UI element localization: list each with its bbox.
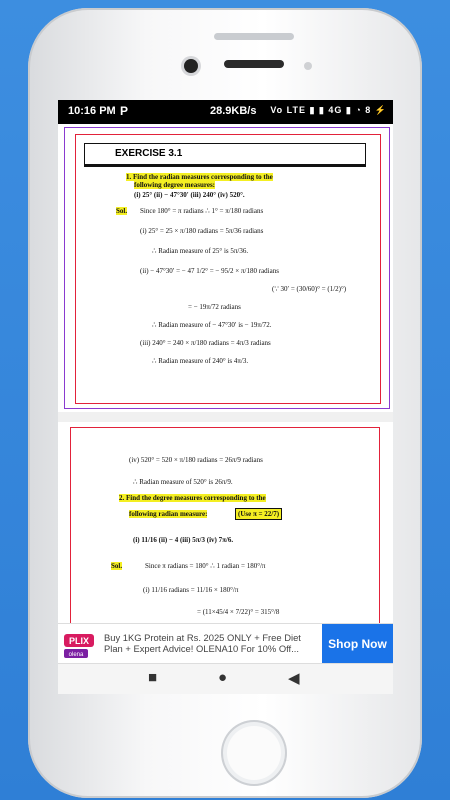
proximity-sensor [304, 62, 312, 70]
q1-iii-result: ∴ Radian measure of 240° is 4π/3. [152, 357, 249, 365]
earpiece [224, 60, 284, 68]
q1-options: (i) 25° (ii) − 47°30′ (iii) 240° (iv) 520°. [134, 191, 245, 199]
q2-hint: (Use π = 22/7) [235, 508, 282, 520]
ad-text[interactable]: Buy 1KG Protein at Rs. 2025 ONLY + Free Diet Plan + Expert Advice! OLENA10 For 10% Off... [104, 632, 301, 654]
q2-options: (i) 11/16 (ii) − 4 (iii) 5π/3 (iv) 7π/6. [133, 536, 234, 544]
q2-title-line2: following radian measure: [129, 510, 208, 518]
q1-iv-result: ∴ Radian measure of 520° is 26π/9. [133, 478, 233, 486]
app-notification-icon: P [120, 104, 129, 118]
q1-ii-line: (ii) − 47°30′ = − 47 1/2° = − 95/2 × π/180 radians [140, 267, 279, 275]
phone-screen [58, 100, 393, 694]
ad-banner[interactable] [58, 623, 393, 664]
status-time: 10:16 PM [68, 105, 116, 117]
status-icons: Vo LTE ▮ ▮ 4G ▮ ◔ 8 ⚡ [270, 105, 387, 115]
page-separator [58, 412, 393, 422]
q1-ii-result: ∴ Radian measure of − 47°30′ is − 19π/72. [152, 321, 272, 329]
q1-title-line1: 1. Find the radian measures corresponding to the [126, 173, 273, 181]
q1-i-line: (i) 25° = 25 × π/180 radians = 5π/36 radians [140, 227, 264, 235]
document-page-1 [64, 127, 390, 409]
back-icon[interactable]: ◀ [288, 670, 300, 687]
q1-ii-value: = − 19π/72 radians [188, 303, 241, 311]
document-page-2 [70, 427, 380, 623]
advertiser-logo [62, 628, 96, 660]
document-viewer[interactable] [58, 124, 393, 623]
status-bar [58, 100, 393, 124]
q2-sol-label: Sol. [111, 562, 123, 570]
q1-iii-line: (iii) 240° = 240 × π/180 radians = 4π/3 radians [140, 339, 271, 347]
q2-i-line: (i) 11/16 radians = 11/16 × 180°/π [143, 586, 239, 594]
shop-now-button[interactable]: Shop Now [322, 624, 393, 664]
home-nav-icon[interactable]: ● [218, 669, 228, 686]
home-button[interactable] [221, 720, 287, 786]
front-camera [184, 59, 198, 73]
navigation-bar [58, 663, 393, 694]
q1-i-result: ∴ Radian measure of 25° is 5π/36. [152, 247, 249, 255]
exercise-header-box [84, 143, 366, 167]
q1-ii-note: (∵ 30′ = (30/60)° = (1/2)°) [272, 285, 347, 293]
q1-sol-label: Sol. [116, 207, 128, 215]
recent-apps-icon[interactable]: ■ [148, 669, 158, 686]
speaker-grille [214, 33, 294, 40]
advertiser-logo-subtext: olena [68, 652, 84, 658]
q1-sol-line: Since 180° = π radians ∴ 1° = π/180 radians [140, 207, 264, 215]
exercise-title: EXERCISE 3.1 [115, 148, 183, 159]
page-border [75, 134, 381, 404]
q1-iv-line: (iv) 520° = 520 × π/180 radians = 26π/9 radians [129, 456, 263, 464]
network-speed: 28.9KB/s [210, 105, 257, 117]
q2-title-line1: 2. Find the degree measures corresponding to the [119, 494, 266, 502]
q2-sol-line: Since π radians = 180° ∴ 1 radian = 180°/π [145, 562, 266, 570]
advertiser-logo-text: PLIX [68, 636, 90, 646]
q2-i-value: = (11×45/4 × 7/22)° = 315°/8 [197, 608, 280, 616]
q1-title-line2: following degree measures: [134, 181, 216, 189]
